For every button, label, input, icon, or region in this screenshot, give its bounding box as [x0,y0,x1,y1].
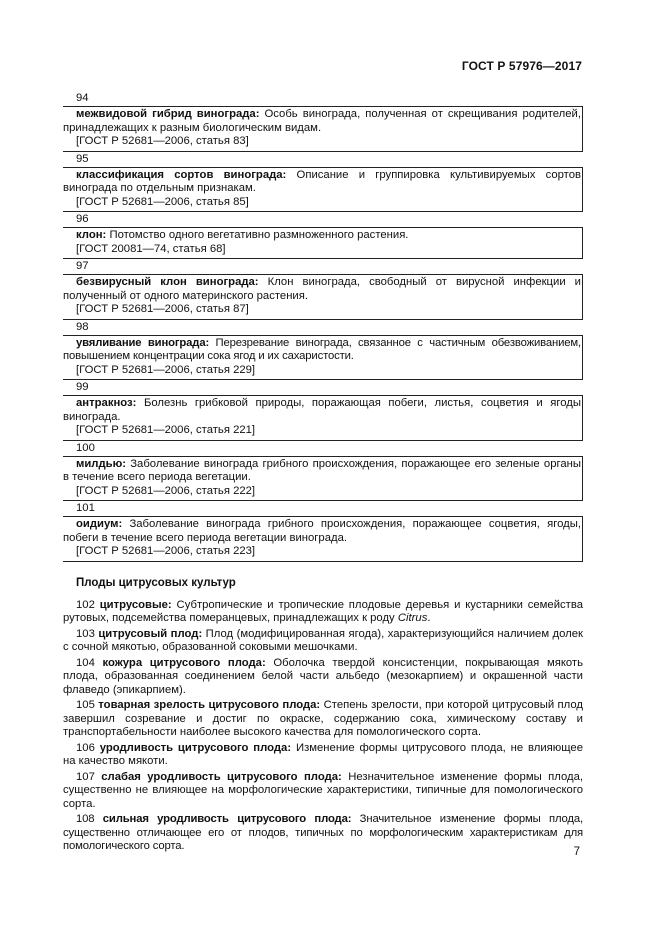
definition-end: . [427,612,431,624]
section-title: Плоды цитрусовых культур [76,576,236,589]
entry-box [63,456,583,502]
definition: Клон винограда, свободный от вирусной инфекции и полученный от одного материнского растения. [63,276,581,302]
definition: Описание и группировка культивируемых сортов винограда по отдельным признакам. [63,168,581,194]
term-entry [63,91,583,152]
source-reference: [ГОСТ Р 52681—2006, статья 221] [76,424,256,436]
definition-paragraph [63,742,583,769]
source-reference: [ГОСТ Р 52681—2006, статья 229] [76,363,256,376]
source-reference: [ГОСТ Р 52681—2006, статья 83] [76,135,249,147]
definition: Перезревание винограда, связанное с частичным обезвоживанием, повышением концентрации сока ягод и их сахаристости. [63,336,581,362]
entry-number: 99 [76,381,89,393]
entry-box [63,335,583,381]
entry-number: 97 [76,260,89,272]
source-reference: [ГОСТ Р 52681—2006, статья 223] [76,545,256,557]
entry-box [63,227,583,259]
term: цитрусовый плод: [98,627,203,640]
definition: Потомство одного вегетативно размноженного растения. [106,229,409,241]
item-number: 108 [76,813,95,825]
term-entry [63,441,583,502]
term: антракноз: [76,397,137,409]
definition: Особь винограда, полученная от скрещивания родителей, принадлежащих к разным биологическим видам. [63,108,581,134]
term: оидиум: [76,518,123,530]
term: уродливость цитрусового плода: [99,741,292,754]
definition-paragraph [63,599,583,626]
definition-paragraph [63,657,583,698]
definition-paragraph [63,771,583,812]
term-entry [63,320,583,381]
term: цитрусовые: [99,598,172,611]
definition: Заболевание винограда грибного происхождения, поражающее соцветия, ягоды, побеги в течение всего периода вегетации винограда. [63,518,581,544]
entry-number: 96 [76,213,89,225]
term: кожура цитрусового плода: [102,656,266,669]
source-reference: [ГОСТ Р 52681—2006, статья 85] [76,195,249,208]
entry-box [63,167,583,213]
item-number: 105 [76,699,95,711]
term: межвидовой гибрид винограда: [76,108,260,120]
entry-number: 100 [76,441,95,454]
source-reference: [ГОСТ Р 52681—2006, статья 222] [76,484,256,497]
term: клон: [76,229,107,241]
definition: Болезнь грибковой природы, поражающая побеги, листья, соцветия и ягоды винограда. [63,397,581,423]
item-number: 104 [76,656,95,669]
document-standard-header: ГОСТ Р 57976—2017 [461,59,582,73]
term-entry [63,212,583,259]
entry-box [63,516,583,562]
definition-paragraph [63,699,583,740]
entry-box [63,274,583,320]
definition: Оболочка твердой консистенции, покрывающая мякоть плода, образованная соединением белой части альбедо (мезокарпием) и окрашенной части флаведо (эпикарпием). [63,656,583,696]
term: товарная зрелость цитрусового плода: [98,699,321,711]
definition-paragraph [63,813,583,854]
entry-box [63,395,583,441]
definition-italic: Citrus [397,612,428,624]
entry-number: 94 [76,92,89,104]
term: безвирусный клон винограда: [76,276,259,288]
item-number: 107 [76,770,95,783]
entry-number: 101 [76,502,95,514]
definition: Незначительное изменение формы плода, существенно не влияющее на морфологические характеристики, типичные для помологического сорта. [63,770,584,810]
entry-number: 95 [76,152,89,165]
definition: Плод (модифицированная ягода), характеризующийся наличием долек с сочной мякотью, образованной соковыми мешочками. [63,627,583,653]
entry-number: 98 [76,320,89,333]
page-number: 7 [573,846,580,858]
term: милдью: [76,457,127,470]
definition: Изменение формы цитрусового плода, не влияющее на качество мякоти. [63,741,583,767]
item-number: 102 [76,598,95,611]
entry-box [63,106,583,152]
definition: Значительное изменение формы плода, существенно отличающее его от плодов, типичных по морфологическим характеристикам для помологического сорта. [63,813,583,852]
term: сильная уродливость цитрусового плода: [102,813,352,825]
term-entry [63,152,583,213]
source-reference: [ГОСТ Р 52681—2006, статья 87] [76,303,249,315]
term: классификация сортов винограда: [76,168,287,181]
term-entry [63,501,583,562]
item-number: 103 [76,627,95,640]
term: слабая уродливость цитрусового плода: [101,770,342,783]
page-content [63,91,583,854]
term-entry [63,259,583,320]
item-number: 106 [76,741,95,754]
definition-paragraph [63,628,583,655]
term-entry [63,380,583,441]
definition: Субтропические и тропические плодовые деревья и кустарники семейства рутовых, подсемейства померанцевых, принадлежащих к роду [63,598,583,624]
source-reference: [ГОСТ 20081—74, статья 68] [76,242,226,255]
definition: Степень зрелости, при которой цитрусовый плод завершил созревание и достиг по окраске, содержанию сока, химическому составу и транспортабельности наиболее высокого качества для помологического сорта. [63,699,584,738]
term: увяливание винограда: [76,336,210,349]
definition: Заболевание винограда грибного происхождения, поражающее его зеленые органы в течение всего периода вегетации. [63,457,581,483]
